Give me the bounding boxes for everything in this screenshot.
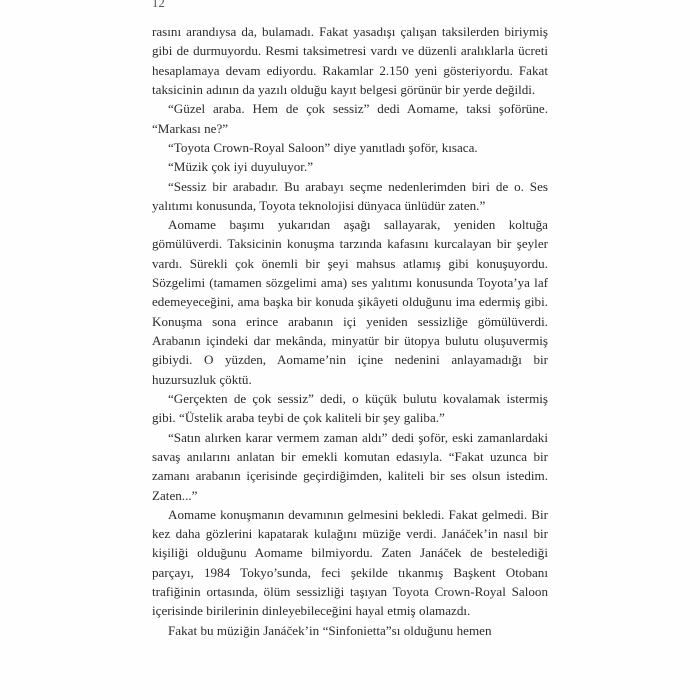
paragraph: “Toyota Crown-Royal Saloon” diye yanıtladı şoför, kısaca.: [168, 139, 478, 155]
paragraph: “Sessiz bir arabadır. Bu arabayı seçme nedenlerimden biri de o. Ses yalıtımı konusunda, Toyota teknolojisi dünyaca ünlüdür zaten.”: [152, 178, 548, 213]
paragraph: Aomame başımı yukarıdan aşağı sallayarak, yeniden koltuğa gömülüverdi. Taksicinin konuşma tarzında kafasını kurcalayan bir şeyler vardı. Sürekli çok önemli bir şeyi mahsus atlamış gibi konuşuyordu. Sözgelimi (tamamen sözgelimi ama) ses yalıtımı konusunda Toyota’ya laf edemeyeceğini, ama başka bir konuda şikâyeti olduğunu ima edermiş gibi. Konuşma sona erince arabanın içi yeniden sessizliğe gömülüverdi. Arabanın içindeki dar mekânda, minyatür bir ütopya bulutu oluşuvermiş gibiydi. O yüzden, Aomame’nin içine nedenini anlayamadığı bir huzursuzluk çöktü.: [152, 217, 548, 387]
paragraph: Aomame konuşmanın devamının gelmesini bekledi. Fakat gelmedi. Bir kez daha gözlerini kapatarak kulağını müziğe verdi. Janáček’in nasıl bir kişiliği olduğunu Aomame bilmiyordu. Zaten Janáček de bestelediği parçayı, 1984 Tokyo’sunda, feci şekilde tıkanmış Başkent Otobanı trafiğinin ortasında, ölüm sessizliği taşıyan Toyota Crown-Royal Saloon içerisinde birilerinin dinleyebileceğini hayal etmiş olamazdı.: [152, 506, 548, 619]
body-text-column: [152, 22, 548, 640]
page-number: 12: [152, 0, 165, 10]
paragraph: rasını arandıysa da, bulamadı. Fakat yasadışı çalışan taksilerden biriymiş gibi de durmuyordu. Resmi taksimetresi vardı ve düzenli aralıklarla ücreti hesaplamaya devam ediyordu. Rakamlar 2.150 yeni gösteriyordu. Fakat taksicinin adının da yazılı olduğu kayıt belgesi görünür bir yerde değildi.: [152, 24, 548, 97]
paragraph: “Satın alırken karar vermem zaman aldı” dedi şoför, eski zamanlardaki savaş anılarını anlatan bir emekli komutan edasıyla. “Fakat uzunca bir zamanı arabanın içerisinde geçirdiğimden, kaliteli bir ses olsun istedim. Zaten...”: [152, 429, 548, 503]
paragraph: Fakat bu müziğin Janáček’in “Sinfonietta”sı olduğunu hemen: [168, 622, 492, 638]
paragraph: “Gerçekten de çok sessiz” dedi, o küçük bulutu kovalamak istermiş gibi. “Üstelik araba teybi de çok kaliteli bir şey galiba.”: [152, 390, 548, 426]
paragraph: “Güzel araba. Hem de çok sessiz” dedi Aomame, taksi şoförüne. “Markası ne?”: [152, 101, 548, 136]
paragraph: “Müzik çok iyi duyuluyor.”: [168, 159, 314, 175]
